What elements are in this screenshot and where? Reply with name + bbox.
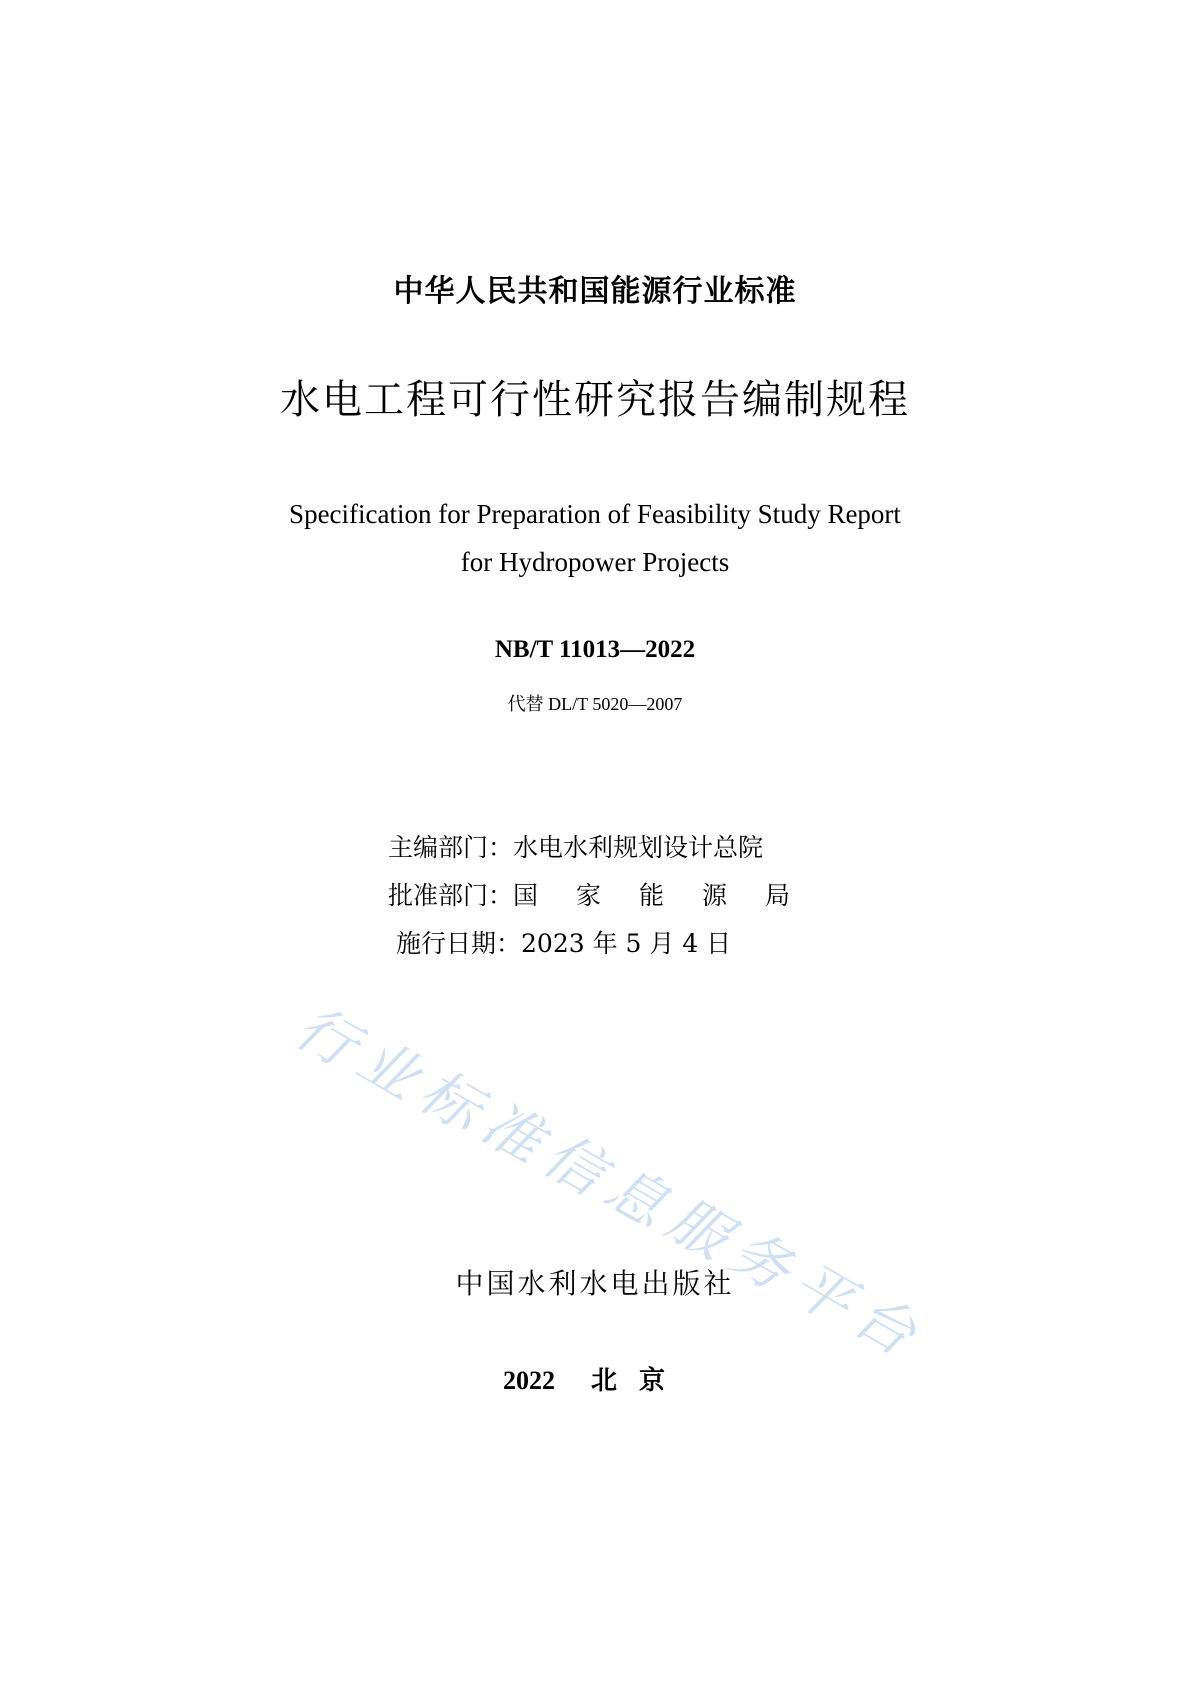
- editor-department: [388, 828, 763, 864]
- standard-number: NB/T 11013—2022: [494, 636, 696, 663]
- english-title-line-2: for Hydropower Projects: [460, 547, 730, 577]
- watermark-char: 平: [780, 1248, 865, 1337]
- watermark-char: 信: [532, 1120, 617, 1209]
- publication-year: 2022: [502, 1366, 555, 1395]
- watermark-char: 服: [656, 1184, 741, 1273]
- approver-char: 局: [765, 881, 791, 910]
- effective-label: 施行日期：: [396, 929, 522, 958]
- english-title: [0, 490, 1190, 586]
- watermark-char: 息: [594, 1152, 679, 1241]
- effective-value: 2023 年 5 月 4 日: [521, 929, 732, 958]
- document-title: 水电工程可行性研究报告编制规程: [280, 377, 910, 423]
- publication-city: 北京: [590, 1366, 687, 1395]
- english-title-line-1: Specification for Preparation of Feasibility Study Report: [289, 499, 901, 529]
- approver-department: [388, 876, 790, 912]
- approver-label: 批准部门：: [388, 881, 514, 910]
- effective-date: [396, 924, 731, 960]
- watermark-char: 业: [346, 1024, 431, 1113]
- watermark: [284, 990, 1000, 1370]
- watermark-char: 准: [470, 1088, 555, 1177]
- approver-char: 家: [576, 881, 602, 910]
- approver-char: 源: [702, 881, 728, 910]
- editor-label: 主编部门：: [388, 833, 514, 862]
- watermark-char: 台: [842, 1280, 927, 1369]
- standard-family-heading: 中华人民共和国能源行业标准: [393, 274, 797, 309]
- publication-year-city: [0, 1360, 1190, 1397]
- watermark-char: 行: [284, 992, 369, 1081]
- publisher-name: 中国水利水电出版社: [455, 1267, 735, 1300]
- replaces-standard: 代替 DL/T 5020—2007: [507, 694, 683, 714]
- approver-char: 能: [639, 881, 665, 910]
- watermark-char: 标: [408, 1056, 493, 1145]
- approver-char: 国: [513, 881, 539, 910]
- editor-value: 水电水利规划设计总院: [513, 833, 764, 862]
- watermark-char: 务: [718, 1216, 803, 1305]
